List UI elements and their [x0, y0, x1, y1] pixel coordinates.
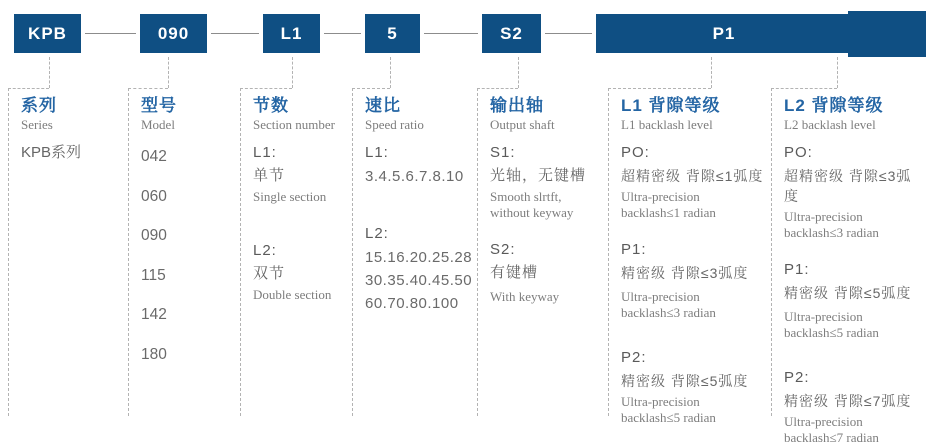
column-shaft-title-zh: 输出轴	[490, 95, 608, 117]
model-item: 180	[141, 335, 240, 375]
ratio-entry-l2	[365, 224, 477, 315]
l1-p1-en-line: Ultra-precision	[621, 289, 771, 305]
shaft-s1-en-line: without keyway	[490, 205, 608, 221]
l1-po-en-line: Ultra-precision	[621, 189, 771, 205]
l1-p2-en-line: Ultra-precision	[621, 394, 771, 410]
dashed-connector	[49, 57, 50, 88]
l2-po-zh: 超精密级 背隙≤3弧度	[784, 166, 926, 206]
section-entry-l1	[253, 143, 352, 205]
column-series-title-en: Series	[21, 117, 128, 133]
column-l1-backlash	[608, 88, 771, 425]
ratio-l1-code: L1:	[365, 143, 477, 163]
code-box-series	[14, 14, 81, 53]
column-section-number	[240, 88, 352, 302]
l2-p2-code: P2:	[784, 368, 926, 388]
section-l1-en: Single section	[253, 189, 352, 205]
dashed-connector	[837, 57, 838, 88]
section-l2-zh: 双节	[253, 264, 352, 284]
l2-backlash-entry-p2	[784, 368, 926, 445]
column-l2-backlash-title-en: L2 backlash level	[784, 117, 926, 133]
column-shaft-title-en: Output shaft	[490, 117, 608, 133]
series-value: KPB系列	[21, 143, 128, 163]
section-entry-l2	[253, 241, 352, 303]
l1-po-en-line: backlash≤1 radian	[621, 205, 771, 221]
code-box-backlash-extension	[848, 11, 926, 57]
code-box-backlash	[596, 14, 852, 53]
l1-p1-zh: 精密级 背隙≤3弧度	[621, 263, 771, 283]
l1-p1-en-line: backlash≤3 radian	[621, 305, 771, 321]
model-item: 142	[141, 295, 240, 335]
code-box-shaft-label: S2	[500, 24, 523, 44]
column-output-shaft	[477, 88, 608, 305]
connector-line	[324, 33, 361, 34]
l1-po-code: PO:	[621, 143, 771, 163]
code-box-model-label: 090	[158, 24, 189, 44]
l1-backlash-entry-p2	[621, 348, 771, 425]
shaft-entry-s2	[490, 240, 608, 305]
l1-p2-en	[621, 394, 771, 425]
column-series-title-zh: 系列	[21, 95, 128, 117]
l2-po-code: PO:	[784, 143, 926, 163]
l1-p1-en	[621, 289, 771, 320]
l2-p1-en-line: backlash≤5 radian	[784, 325, 926, 341]
code-box-series-label: KPB	[28, 24, 67, 44]
column-series	[8, 88, 128, 163]
dashed-connector	[518, 57, 519, 88]
column-model-title-en: Model	[141, 117, 240, 133]
dashed-connector	[390, 57, 391, 88]
section-l1-zh: 单节	[253, 166, 352, 186]
model-item: 060	[141, 177, 240, 217]
section-l1-code: L1:	[253, 143, 352, 163]
connector-line	[424, 33, 478, 34]
code-box-section	[263, 14, 320, 53]
connector-line	[211, 33, 259, 34]
ratio-l2-code: L2:	[365, 224, 477, 244]
dashed-connector	[711, 57, 712, 88]
l1-p1-code: P1:	[621, 240, 771, 260]
column-model-title-zh: 型号	[141, 95, 240, 117]
code-box-shaft	[482, 14, 541, 53]
shaft-s2-code: S2:	[490, 240, 608, 260]
shaft-s1-zh: 光轴，无键槽	[490, 166, 608, 186]
l2-p1-zh: 精密级 背隙≤5弧度	[784, 283, 926, 303]
l2-p2-en	[784, 414, 926, 445]
column-model	[128, 88, 240, 374]
shaft-s2-zh: 有键槽	[490, 263, 608, 283]
column-l1-backlash-title-en: L1 backlash level	[621, 117, 771, 133]
code-box-ratio-label: 5	[387, 24, 397, 44]
shaft-s2-en: With keyway	[490, 289, 608, 305]
shaft-s1-en	[490, 189, 608, 220]
shaft-entry-s1	[490, 143, 608, 220]
l1-p2-zh: 精密级 背隙≤5弧度	[621, 371, 771, 391]
shaft-s1-code: S1:	[490, 143, 608, 163]
column-section-title-zh: 节数	[253, 95, 352, 117]
column-l1-backlash-title-zh: L1 背隙等级	[621, 95, 771, 117]
ratio-l2-values: 60.70.80.100	[365, 292, 477, 315]
column-section-title-en: Section number	[253, 117, 352, 133]
column-l2-backlash	[771, 88, 926, 445]
l1-backlash-entry-po	[621, 143, 771, 220]
l2-p1-en	[784, 309, 926, 340]
dashed-connector	[292, 57, 293, 88]
column-l2-backlash-title-zh: L2 背隙等级	[784, 95, 926, 117]
section-l2-code: L2:	[253, 241, 352, 261]
l2-po-en-line: backlash≤3 radian	[784, 225, 926, 241]
l1-po-en	[621, 189, 771, 220]
l2-po-en	[784, 209, 926, 240]
ratio-l1-values: 3.4.5.6.7.8.10	[365, 165, 477, 188]
connector-line	[85, 33, 136, 34]
ratio-l2-values: 15.16.20.25.28	[365, 246, 477, 269]
l2-po-en-line: Ultra-precision	[784, 209, 926, 225]
column-ratio-title-en: Speed ratio	[365, 117, 477, 133]
ratio-entry-l1	[365, 143, 477, 188]
l1-p2-en-line: backlash≤5 radian	[621, 410, 771, 426]
l2-p1-code: P1:	[784, 260, 926, 280]
l2-p2-en-line: backlash≤7 radian	[784, 430, 926, 445]
code-box-backlash-label: P1	[713, 24, 736, 44]
model-item: 090	[141, 216, 240, 256]
l1-po-zh: 超精密级 背隙≤1弧度	[621, 166, 771, 186]
dashed-connector	[168, 57, 169, 88]
shaft-s1-en-line: Smooth slrtft,	[490, 189, 608, 205]
l1-p2-code: P2:	[621, 348, 771, 368]
code-box-model	[140, 14, 207, 53]
code-box-section-label: L1	[281, 24, 303, 44]
column-speed-ratio	[352, 88, 477, 315]
model-item: 115	[141, 256, 240, 296]
code-box-ratio	[365, 14, 420, 53]
l2-p1-en-line: Ultra-precision	[784, 309, 926, 325]
connector-line	[545, 33, 592, 34]
l2-p2-en-line: Ultra-precision	[784, 414, 926, 430]
ratio-l2-values: 30.35.40.45.50	[365, 269, 477, 292]
l2-backlash-entry-p1	[784, 260, 926, 340]
section-l2-en: Double section	[253, 287, 352, 303]
column-ratio-title-zh: 速比	[365, 95, 477, 117]
l1-backlash-entry-p1	[621, 240, 771, 320]
model-item: 042	[141, 137, 240, 177]
l2-backlash-entry-po	[784, 143, 926, 240]
l2-p2-zh: 精密级 背隙≤7弧度	[784, 391, 926, 411]
